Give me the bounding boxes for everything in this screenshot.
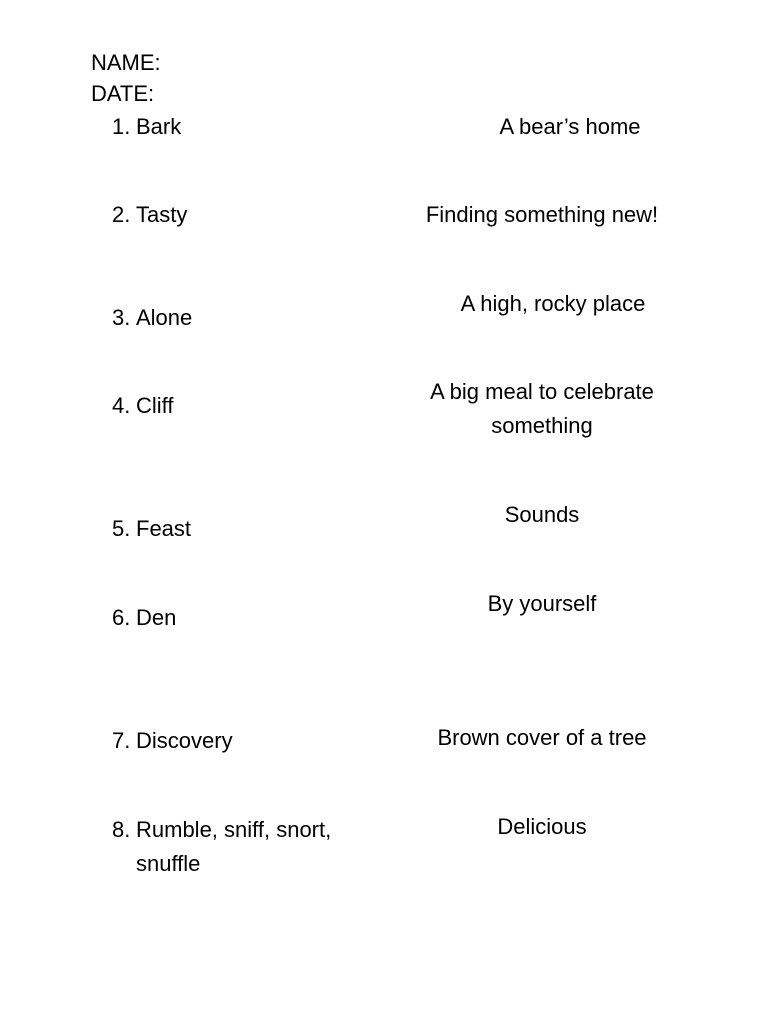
definition-item: Finding something new! (425, 202, 659, 227)
term-text: Discovery (136, 728, 233, 753)
term-item (112, 512, 372, 546)
definition-item: A big meal to celebrate something (430, 379, 654, 438)
term-number: 7. (112, 728, 131, 753)
term-text: Tasty (136, 202, 188, 227)
definition-item: Sounds (504, 502, 580, 527)
term-text: Alone (136, 305, 193, 330)
term-text: Feast (136, 516, 192, 541)
definition-item: Delicious (497, 814, 587, 839)
term-number: 6. (112, 605, 131, 630)
term-item (112, 601, 372, 635)
term-item (112, 198, 372, 232)
term-item (112, 813, 362, 881)
term-number: 3. (112, 305, 131, 330)
term-item (112, 110, 372, 144)
term-item (112, 724, 372, 758)
term-text: Bark (136, 114, 182, 139)
term-item (112, 301, 372, 335)
term-number: 2. (112, 202, 131, 227)
term-number: 4. (112, 393, 131, 418)
date-label: DATE: (91, 81, 155, 106)
term-number: 8. (112, 817, 131, 842)
term-text: Cliff (136, 393, 174, 418)
term-number: 5. (112, 516, 131, 541)
term-number: 1. (112, 114, 131, 139)
name-label: NAME: (91, 50, 161, 75)
definition-item: A high, rocky place (460, 291, 646, 316)
definition-item: By yourself (487, 591, 597, 616)
definition-item: A bear’s home (499, 114, 641, 139)
term-text: Den (136, 605, 177, 630)
definition-item: Brown cover of a tree (437, 725, 647, 750)
term-text: Rumble, sniff, snort, snuffle (136, 817, 332, 876)
term-item (112, 389, 372, 423)
